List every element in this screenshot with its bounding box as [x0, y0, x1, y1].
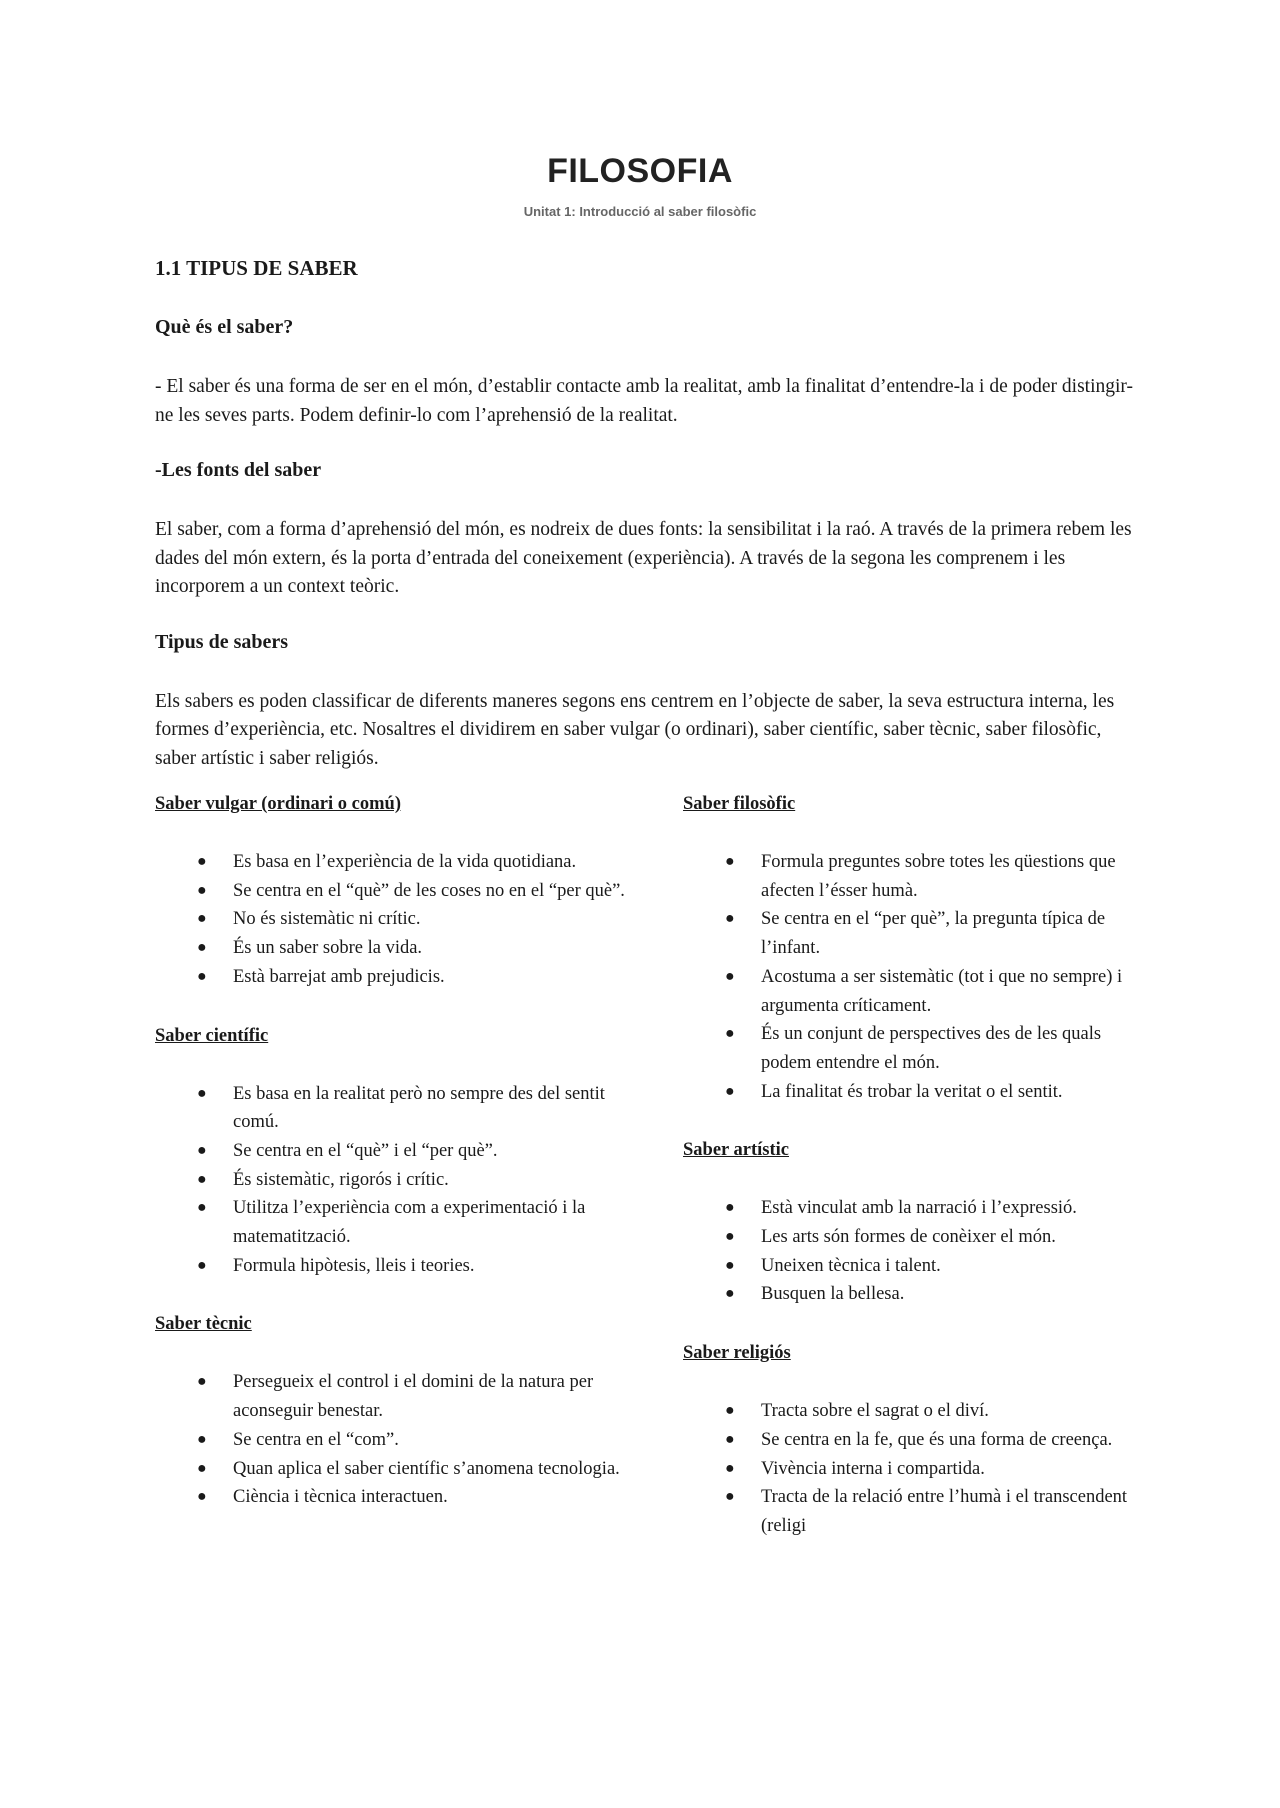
list-item — [683, 1078, 1153, 1107]
list-item-text: Se centra en el “com”. — [233, 1429, 399, 1450]
section-heading-saber-tecnic: Saber tècnic — [155, 1314, 252, 1335]
bullet-list — [155, 1368, 635, 1512]
list-item-text: La finalitat és trobar la veritat o el sentit. — [761, 1081, 1063, 1102]
bullet-icon: ● — [197, 967, 207, 985]
list-item-text: Es basa en l’experiència de la vida quotidiana. — [233, 852, 577, 872]
bullet-icon: ● — [197, 1141, 207, 1159]
list-item-text: No és sistemàtic ni crític. — [233, 909, 421, 930]
list-item-text: Vivència interna i compartida. — [761, 1458, 985, 1479]
bullet-icon: ● — [725, 1430, 735, 1448]
list-item-text: Utilitza l’experiència com a experimentació i la matematització. — [233, 1198, 586, 1248]
bullet-icon: ● — [197, 910, 207, 928]
list-item-text: Se centra en la fe, que és una forma de creença. — [761, 1429, 1113, 1450]
heading-tipus-de-sabers: Tipus de sabers — [155, 630, 289, 653]
bullet-list — [683, 848, 1153, 1106]
section-heading-saber-cientific: Saber científic — [155, 1025, 269, 1046]
list-item — [155, 848, 635, 877]
bullet-icon: ● — [197, 1084, 207, 1102]
list-item-text: Les arts són formes de conèixer el món. — [761, 1227, 1056, 1248]
list-item-text: Busquen la bellesa. — [761, 1284, 905, 1305]
list-item — [683, 1280, 1153, 1309]
list-item-text: Està barrejat amb prejudicis. — [233, 966, 445, 987]
bullet-icon: ● — [197, 939, 207, 957]
intro-content — [155, 256, 1135, 773]
bullet-icon: ● — [725, 1488, 735, 1506]
bullet-icon: ● — [725, 1285, 735, 1303]
bullet-icon: ● — [197, 1430, 207, 1448]
list-item — [683, 1483, 1153, 1540]
section-heading-saber-artistic: Saber artístic — [683, 1140, 790, 1161]
list-item-text: Acostuma a ser sistemàtic (tot i que no sempre) i argumenta críticament. — [761, 966, 1123, 1016]
bullet-icon: ● — [725, 853, 735, 870]
list-item-text: És un saber sobre la vida. — [233, 938, 423, 959]
bullet-list — [683, 1397, 1153, 1541]
bullet-list — [683, 1194, 1153, 1309]
list-item — [155, 1368, 635, 1425]
list-item — [155, 1483, 635, 1512]
bullet-icon: ● — [725, 1256, 735, 1274]
list-item-text: Es basa en la realitat però no sempre des del sentit comú. — [233, 1083, 605, 1133]
bullet-icon: ● — [197, 1373, 207, 1391]
paragraph-que-es-el-saber: - El saber és una forma de ser en el món, d’establir contacte amb la realitat, amb la finalitat d’entendre-la i de poder distingir-ne les seves parts. Podem definir-lo com l’aprehensió de la realitat. — [155, 376, 1134, 426]
bullet-icon: ● — [197, 1256, 207, 1274]
list-item — [155, 934, 635, 963]
list-item — [683, 1426, 1153, 1455]
list-item-text: Uneixen tècnica i talent. — [761, 1255, 941, 1276]
list-item — [155, 877, 635, 906]
left-column — [155, 790, 635, 1512]
list-item-text: Ciència i tècnica interactuen. — [233, 1487, 448, 1508]
heading-que-es-el-saber: Què és el saber? — [155, 316, 294, 338]
list-item-text: Persegueix el control i el domini de la natura per aconseguir benestar. — [233, 1372, 594, 1422]
list-item — [683, 1455, 1153, 1484]
list-item — [155, 905, 635, 934]
bullet-icon: ● — [197, 1199, 207, 1217]
section-heading-saber-vulgar-ordinari-o-comu: Saber vulgar (ordinari o comú) — [155, 794, 401, 814]
list-item — [683, 1397, 1153, 1426]
bullet-icon: ● — [725, 910, 735, 928]
list-item — [683, 1252, 1153, 1281]
list-item — [155, 1166, 635, 1195]
list-item — [683, 1020, 1153, 1077]
list-item-text: Tracta sobre el sagrat o el diví. — [761, 1401, 989, 1422]
list-item — [683, 905, 1153, 962]
section-heading-saber-filosofic: Saber filosòfic — [683, 794, 796, 814]
list-item — [155, 1080, 635, 1137]
bullet-icon: ● — [725, 1402, 735, 1420]
list-item-text: Quan aplica el saber científic s’anomena tecnologia. — [233, 1458, 620, 1479]
list-item — [155, 1252, 635, 1281]
right-column — [683, 790, 1153, 1541]
bullet-list — [155, 1080, 635, 1281]
list-item — [155, 1426, 635, 1455]
bullet-icon: ● — [725, 1025, 735, 1043]
list-item — [155, 1194, 635, 1251]
bullet-list — [155, 848, 635, 992]
list-item-text: És un conjunt de perspectives des de les quals podem entendre el món. — [761, 1024, 1102, 1073]
list-item-text: Tracta de la relació entre l’humà i el transcendent (religi — [761, 1487, 1128, 1536]
paragraph-fonts-del-saber: El saber, com a forma d’aprehensió del món, es nodreix de dues fonts: la sensibilitat i la raó. A través de la primera rebem les dades del món extern, és la porta d’entrada del coneixement (experiència). A través de la segona les comprenem i les incorporem a un context teòric. — [155, 519, 1132, 597]
list-item-text: Formula preguntes sobre totes les qüestions que afecten l’ésser humà. — [761, 852, 1116, 901]
document-subtitle: Unitat 1: Introducció al saber filosòfic — [523, 204, 757, 219]
list-item — [683, 1194, 1153, 1223]
paragraph-tipus-de-sabers: Els sabers es poden classificar de diferents maneres segons ens centrem en l’objecte de saber, la seva estructura interna, les formes d’experiència, etc. Nosaltres el dividirem en saber vulgar (o ordinari), saber científic, saber tècnic, saber filosòfic, saber artístic i saber religiós. — [155, 690, 1115, 769]
list-item-text: Se centra en el “què” i el “per què”. — [233, 1140, 498, 1161]
list-item — [155, 963, 635, 992]
bullet-icon: ● — [197, 881, 207, 899]
section-heading-saber-religios: Saber religiós — [683, 1343, 791, 1364]
list-item — [155, 1455, 635, 1484]
list-item — [683, 848, 1153, 905]
list-item-text: Està vinculat amb la narració i l’expressió. — [761, 1198, 1077, 1219]
list-item-text: Se centra en el “per què”, la pregunta típica de l’infant. — [761, 909, 1106, 959]
bullet-icon: ● — [725, 1082, 735, 1100]
bullet-icon: ● — [197, 1170, 207, 1188]
bullet-icon: ● — [197, 1488, 207, 1506]
list-item-text: Formula hipòtesis, lleis i teories. — [233, 1255, 475, 1276]
bullet-icon: ● — [725, 967, 735, 985]
list-item — [683, 963, 1153, 1020]
bullet-icon: ● — [725, 1228, 735, 1246]
bullet-icon: ● — [197, 853, 207, 870]
list-item-text: És sistemàtic, rigorós i crític. — [233, 1169, 449, 1190]
list-item-text: Se centra en el “què” de les coses no en el “per què”. — [233, 880, 625, 901]
heading-fonts-del-saber: -Les fonts del saber — [155, 459, 322, 481]
bullet-icon: ● — [725, 1199, 735, 1217]
bullet-icon: ● — [725, 1459, 735, 1477]
list-item — [155, 1137, 635, 1166]
list-item — [683, 1223, 1153, 1252]
document-title: FILOSOFIA — [547, 152, 733, 190]
bullet-icon: ● — [197, 1459, 207, 1477]
section-title: 1.1 TIPUS DE SABER — [155, 256, 358, 280]
